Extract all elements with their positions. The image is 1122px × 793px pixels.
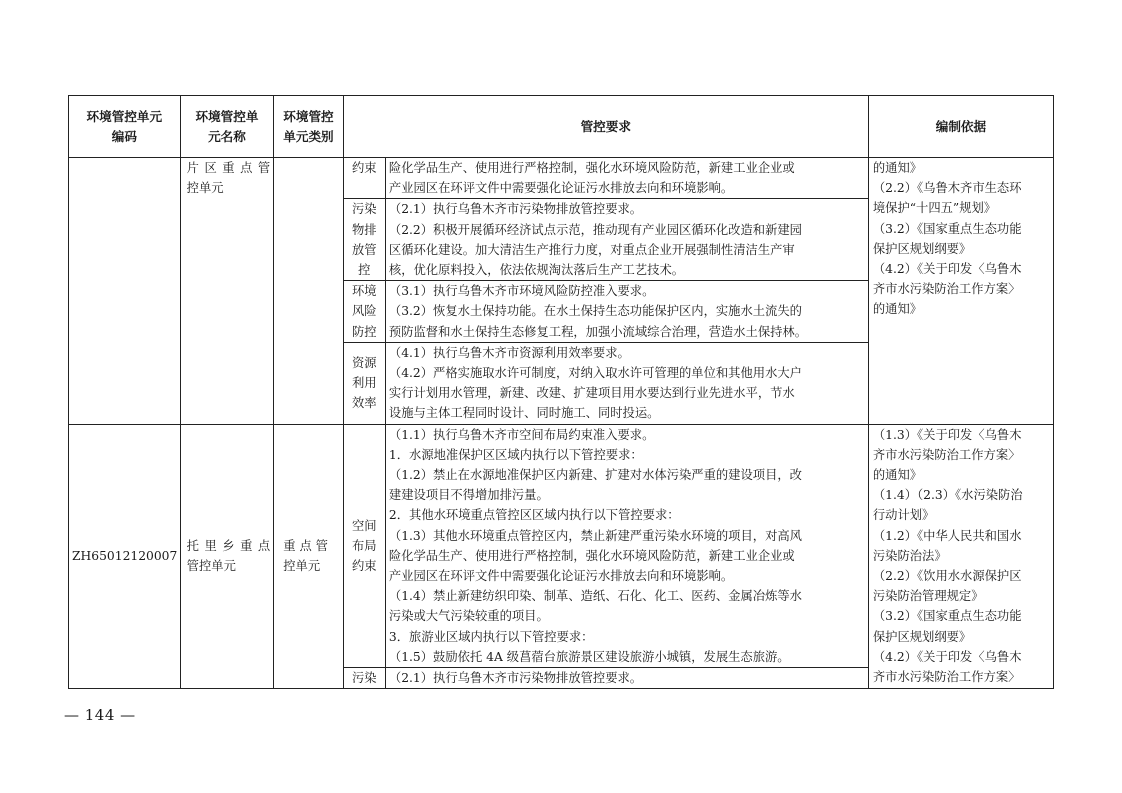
unit-category-cell <box>274 158 343 425</box>
unit-name-line: 片 区 重 点 管 <box>186 161 271 175</box>
unit-name-line: 托 里 乡 重 点 <box>186 539 271 554</box>
basis-cell: （1.3）《关于印发〈乌鲁木 齐市水污染防治工作方案〉 的通知》 （1.4）（2.3）《水污染防治 行动计划》 （1.2）《中华人民共和国水 污染防治法》 （2.2）《饮用水水源保护区 污染防治管理规定》 （3.2）《国家重点生态功能 保护区规划纲要》 （4.2）《关于印发〈乌鲁木 齐市水污染防治工作方案〉 <box>868 424 1053 689</box>
requirement-text: （3.1）执行乌鲁木齐市环境风险防控准入要求。 （3.2）恢复水土保持功能。在水土保持生态功能保护区内，实施水土流失的 预防监督和水土保持生态修复工程，加强小流域综合治理，营造水土保持林。 <box>385 281 868 343</box>
unit-name-line: 控单元 <box>186 181 224 196</box>
header-basis: 编制依据 <box>868 96 1053 158</box>
unit-name-line: 管控单元 <box>186 559 236 574</box>
unit-name-cell <box>180 424 274 689</box>
page-number: — 144 — <box>64 706 136 724</box>
requirement-text: （2.1）执行乌鲁木齐市污染物排放管控要求。 （2.2）积极开展循环经济试点示范，推动现有产业园区循环化改造和新建园 区循环化建设。加大清洁生产推行力度，对重点企业开展强制性清洁生产审 核，优化原料投入，依法依规淘汰落后生产工艺技术。 <box>385 199 868 281</box>
header-requirements: 管控要求 <box>343 96 868 158</box>
header-name: 环境管控单元名称 <box>180 96 274 158</box>
dimension-label: 资源 利用 效率 <box>343 342 385 424</box>
requirement-text: （1.1）执行乌鲁木齐市空间布局约束准入要求。 1．水源地准保护区区域内执行以下管控要求： （1.2）禁止在水源地准保护区内新建、扩建对水体污染严重的建设项目，改 建建设项目不得增加排污量。 2．其他水环境重点管控区区域内执行以下管控要求： （1.3）其他水环境重点管控区内，禁止新建严重污染水环境的项目，对高风 险化学品生产、使用进行严格控制，强化水环境风险防范，新建工业企业或 产业园区在环评文件中需要强化论证污水排放去向和环境影响。 （1.4）禁止新建纺织印染、制革、造纸、石化、化工、医药、金属冶炼等水 污染或大气污染较重的项目。 3．旅游业区域内执行以下管控要求： （1.5）鼓励依托 4A 级菖蓿台旅游景区建设旅游小城镇，发展生态旅游。 <box>385 424 868 667</box>
unit-code-cell <box>69 158 181 425</box>
unit-code-cell: ZH65012120007 <box>69 424 181 689</box>
unit-category-cell: 重 点 管 控单元 <box>274 424 343 689</box>
dimension-label: 空间 布局 约束 <box>343 424 385 667</box>
control-requirements-table <box>68 95 1054 689</box>
header-code: 环境管控单元编码 <box>69 96 181 158</box>
table-row <box>69 158 1054 199</box>
dimension-label: 污染 <box>343 668 385 689</box>
header-category: 环境管控单元类别 <box>274 96 343 158</box>
requirement-text: （4.1）执行乌鲁木齐市资源利用效率要求。 （4.2）严格实施取水许可制度，对纳入取水许可管理的单位和其他用水大户 实行计划用水管理，新建、改建、扩建项目用水要达到行业先进水平，节水 设施与主体工程同时设计、同时施工、同时投运。 <box>385 342 868 424</box>
unit-name-cell <box>180 158 274 425</box>
requirement-text: （2.1）执行乌鲁木齐市污染物排放管控要求。 <box>385 668 868 689</box>
dimension-label: 约束 <box>343 158 385 199</box>
requirement-text: 险化学品生产、使用进行严格控制，强化水环境风险防范，新建工业企业或 产业园区在环评文件中需要强化论证污水排放去向和环境影响。 <box>385 158 868 199</box>
dimension-label: 环境 风险 防控 <box>343 281 385 343</box>
basis-cell: 的通知》 （2.2）《乌鲁木齐市生态环 境保护“十四五”规划》 （3.2）《国家重点生态功能 保护区规划纲要》 （4.2）《关于印发〈乌鲁木 齐市水污染防治工作方案〉 的通知》 <box>868 158 1053 425</box>
header-row <box>69 96 1054 158</box>
table-row <box>69 424 1054 667</box>
dimension-label: 污染 物排 放管 控 <box>343 199 385 281</box>
